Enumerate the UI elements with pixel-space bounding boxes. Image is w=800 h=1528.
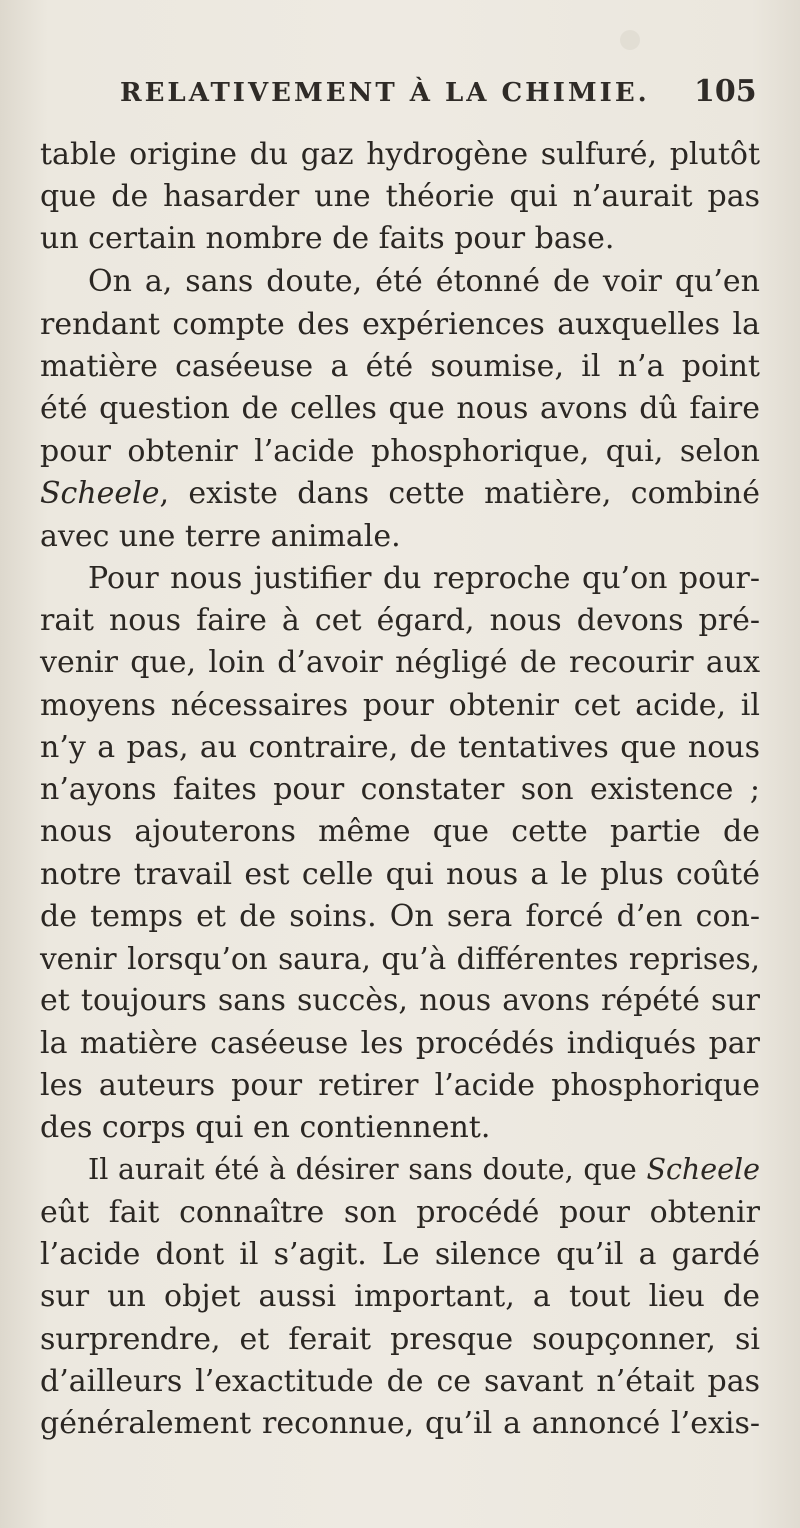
text-line: rendant compte des expériences auxquelles la — [40, 307, 760, 342]
text-line: sur un objet aussi important, a tout lieu de — [40, 1279, 760, 1314]
text-line: matière caséeuse a été soumise, il n’a point — [40, 349, 760, 384]
text-line: surprendre, et ferait presque soupçonner, si — [40, 1322, 760, 1357]
text-line: et toujours sans succès, nous avons répété sur — [40, 983, 760, 1018]
text-line: rait nous faire à cet égard, nous devons pré- — [40, 603, 760, 638]
text-fragment: , existe dans cette matière, combiné — [159, 476, 760, 511]
author-name: Scheele — [40, 476, 160, 511]
text-line: d’ailleurs l’exactitude de ce savant n’était pas — [40, 1364, 760, 1399]
text-line: été question de celles que nous avons dû faire — [40, 391, 760, 426]
text-line: venir lorsqu’on saura, qu’à différentes reprises, — [40, 942, 760, 976]
text-line: notre travail est celle qui nous a le plus coûté — [40, 857, 760, 892]
text-line: avec une terre animale. — [40, 519, 401, 554]
text-fragment: Il aurait été à désirer sans doute, que — [88, 1153, 647, 1186]
paper-spot — [620, 30, 640, 50]
text-line: table origine du gaz hydrogène sulfuré, plutôt — [40, 137, 760, 172]
page-header — [0, 74, 800, 118]
text-line-with-name — [88, 1150, 760, 1190]
page-number: 105 — [694, 74, 757, 109]
text-line: généralement reconnue, qu’il a annoncé l’exis- — [40, 1406, 760, 1441]
text-line: Pour nous justifier du reproche qu’on pour- — [88, 561, 760, 596]
text-line-with-name — [40, 474, 760, 514]
author-name: Scheele — [646, 1153, 760, 1186]
text-line: pour obtenir l’acide phosphorique, qui, selon — [40, 434, 760, 469]
text-line: que de hasarder une théorie qui n’aurait pas — [40, 179, 760, 214]
text-line: un certain nombre de faits pour base. — [40, 221, 615, 256]
text-line: la matière caséeuse les procédés indiqués par — [40, 1026, 760, 1061]
text-line: l’acide dont il s’agit. Le silence qu’il a gardé — [40, 1237, 760, 1272]
text-line: On a, sans doute, été étonné de voir qu’en — [88, 264, 760, 299]
text-line: venir que, loin d’avoir négligé de recourir aux — [40, 645, 760, 680]
text-line: moyens nécessaires pour obtenir cet acide, il — [40, 688, 760, 723]
running-title: RELATIVEMENT À LA CHIMIE. — [120, 78, 650, 108]
text-line: les auteurs pour retirer l’acide phosphorique — [40, 1068, 760, 1103]
text-line: de temps et de soins. On sera forcé d’en con- — [40, 899, 760, 934]
text-line: nous ajouterons même que cette partie de — [40, 814, 760, 849]
text-line: n’ayons faites pour constater son existence ; — [40, 772, 760, 807]
text-line: eût fait connaître son procédé pour obtenir — [40, 1195, 760, 1230]
text-line: des corps qui en contiennent. — [40, 1110, 491, 1145]
text-line: n’y a pas, au contraire, de tentatives que nous — [40, 730, 760, 765]
